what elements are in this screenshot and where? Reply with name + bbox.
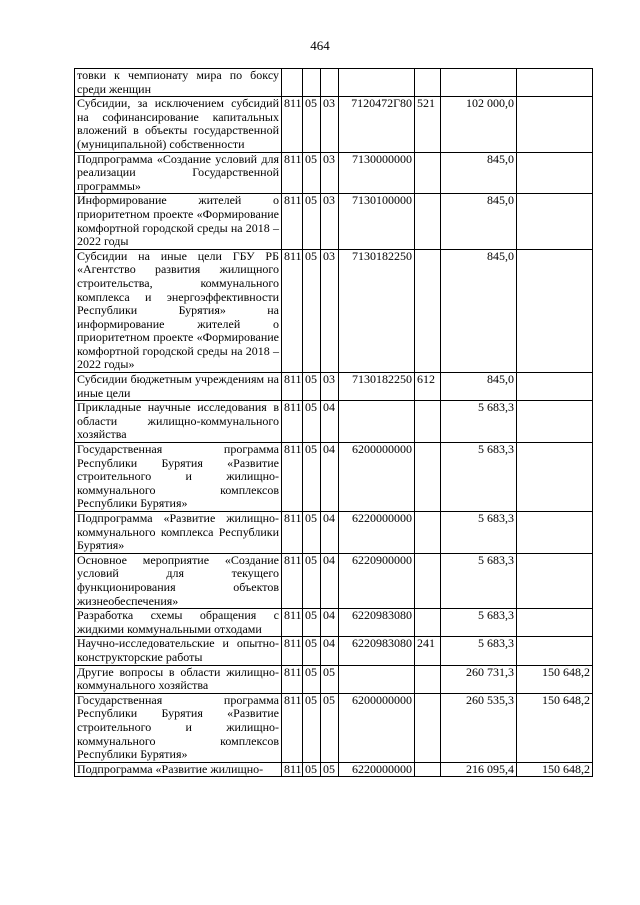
row-rz-code xyxy=(303,69,321,97)
row-pr-code: 04 xyxy=(321,512,339,554)
row-gr-code: 811 xyxy=(282,637,303,665)
row-rz-code: 05 xyxy=(303,693,321,762)
row-description: Субсидии на иные цели ГБУ РБ «Агентство развития жилищного строительства, коммунального комплекса и энергоэффективности Республики Бурятия» на информирование жителей о приоритетном проекте «Формирование комфортной городской среды на 2018 – 2022 годы» xyxy=(75,249,282,372)
row-csr-code: 7130182250 xyxy=(339,373,415,401)
row-description: Основное мероприятие «Создание условий для текущего функционирования объектов жизнеобеспечения» xyxy=(75,553,282,608)
row-rz-code: 05 xyxy=(303,194,321,249)
row-gr-code: 811 xyxy=(282,97,303,152)
table-row xyxy=(75,512,593,554)
row-pr-code: 03 xyxy=(321,373,339,401)
row-amount-1: 102 000,0 xyxy=(441,97,517,152)
row-rz-code: 05 xyxy=(303,97,321,152)
table-row xyxy=(75,693,593,762)
row-rz-code: 05 xyxy=(303,665,321,693)
row-amount-2 xyxy=(517,373,593,401)
row-amount-2 xyxy=(517,97,593,152)
row-description: Субсидии бюджетным учреждениям на иные цели xyxy=(75,373,282,401)
table-row xyxy=(75,762,593,777)
row-gr-code: 811 xyxy=(282,373,303,401)
row-csr-code: 6220983080 xyxy=(339,637,415,665)
row-amount-1: 5 683,3 xyxy=(441,512,517,554)
row-rz-code: 05 xyxy=(303,152,321,194)
table-row xyxy=(75,553,593,608)
row-description: товки к чемпионату мира по боксу среди женщин xyxy=(75,69,282,97)
row-pr-code: 04 xyxy=(321,553,339,608)
row-rz-code: 05 xyxy=(303,762,321,777)
row-amount-1: 845,0 xyxy=(441,249,517,372)
row-amount-1: 5 683,3 xyxy=(441,401,517,443)
row-csr-code: 6220000000 xyxy=(339,512,415,554)
row-gr-code xyxy=(282,69,303,97)
row-csr-code xyxy=(339,69,415,97)
row-csr-code: 6220000000 xyxy=(339,762,415,777)
row-csr-code: 6200000000 xyxy=(339,693,415,762)
table-row xyxy=(75,665,593,693)
row-csr-code: 6200000000 xyxy=(339,443,415,512)
row-amount-1: 5 683,3 xyxy=(441,637,517,665)
row-gr-code: 811 xyxy=(282,609,303,637)
row-pr-code: 04 xyxy=(321,401,339,443)
row-gr-code: 811 xyxy=(282,401,303,443)
row-csr-code xyxy=(339,401,415,443)
table-row xyxy=(75,637,593,665)
row-vr-code: 521 xyxy=(415,97,441,152)
row-description: Государственная программа Республики Бурятия «Развитие строительного и жилищно-коммунального комплексов Республики Бурятия» xyxy=(75,443,282,512)
row-vr-code xyxy=(415,762,441,777)
row-rz-code: 05 xyxy=(303,401,321,443)
table-row xyxy=(75,194,593,249)
row-amount-2 xyxy=(517,637,593,665)
row-description: Информирование жителей о приоритетном проекте «Формирование комфортной городской среды на 2018 – 2022 годы xyxy=(75,194,282,249)
table-row xyxy=(75,609,593,637)
row-gr-code: 811 xyxy=(282,443,303,512)
row-amount-2 xyxy=(517,401,593,443)
row-gr-code: 811 xyxy=(282,249,303,372)
table-row xyxy=(75,443,593,512)
row-rz-code: 05 xyxy=(303,373,321,401)
table-row xyxy=(75,249,593,372)
row-description: Подпрограмма «Создание условий для реализации Государственной программы» xyxy=(75,152,282,194)
row-amount-2: 150 648,2 xyxy=(517,665,593,693)
row-amount-1: 260 731,3 xyxy=(441,665,517,693)
row-vr-code xyxy=(415,553,441,608)
row-csr-code: 7130182250 xyxy=(339,249,415,372)
table-row xyxy=(75,97,593,152)
page-number: 464 xyxy=(310,38,330,53)
row-vr-code xyxy=(415,609,441,637)
row-pr-code: 05 xyxy=(321,762,339,777)
row-csr-code: 7120472Г80 xyxy=(339,97,415,152)
budget-table xyxy=(74,68,593,777)
row-amount-1: 845,0 xyxy=(441,373,517,401)
row-vr-code xyxy=(415,693,441,762)
row-rz-code: 05 xyxy=(303,443,321,512)
row-pr-code: 03 xyxy=(321,97,339,152)
row-gr-code: 811 xyxy=(282,512,303,554)
row-amount-1: 845,0 xyxy=(441,152,517,194)
row-pr-code: 04 xyxy=(321,609,339,637)
row-amount-2 xyxy=(517,69,593,97)
row-vr-code xyxy=(415,69,441,97)
table-row xyxy=(75,69,593,97)
row-amount-1: 5 683,3 xyxy=(441,443,517,512)
row-amount-1: 5 683,3 xyxy=(441,553,517,608)
row-amount-1: 260 535,3 xyxy=(441,693,517,762)
row-gr-code: 811 xyxy=(282,693,303,762)
row-amount-1: 216 095,4 xyxy=(441,762,517,777)
row-rz-code: 05 xyxy=(303,512,321,554)
row-description: Научно-исследовательские и опытно-конструкторские работы xyxy=(75,637,282,665)
row-amount-2: 150 648,2 xyxy=(517,762,593,777)
row-csr-code: 7130100000 xyxy=(339,194,415,249)
row-description: Государственная программа Республики Бурятия «Развитие строительного и жилищно-коммунального комплексов Республики Бурятия» xyxy=(75,693,282,762)
row-description: Подпрограмма «Развитие жилищно- xyxy=(75,762,282,777)
row-gr-code: 811 xyxy=(282,665,303,693)
row-amount-1: 5 683,3 xyxy=(441,609,517,637)
row-pr-code xyxy=(321,69,339,97)
row-vr-code xyxy=(415,249,441,372)
row-rz-code: 05 xyxy=(303,609,321,637)
row-amount-2 xyxy=(517,553,593,608)
row-amount-2 xyxy=(517,194,593,249)
row-amount-2: 150 648,2 xyxy=(517,693,593,762)
table-row xyxy=(75,152,593,194)
row-csr-code: 7130000000 xyxy=(339,152,415,194)
row-rz-code: 05 xyxy=(303,249,321,372)
row-description: Субсидии, за исключением субсидий на софинансирование капитальных вложений в объекты государственной (муниципальной) собственности xyxy=(75,97,282,152)
row-vr-code: 612 xyxy=(415,373,441,401)
row-vr-code xyxy=(415,443,441,512)
row-amount-2 xyxy=(517,512,593,554)
row-description: Прикладные научные исследования в области жилищно-коммунального хозяйства xyxy=(75,401,282,443)
row-gr-code: 811 xyxy=(282,762,303,777)
row-amount-1 xyxy=(441,69,517,97)
row-vr-code xyxy=(415,194,441,249)
row-amount-2 xyxy=(517,249,593,372)
row-rz-code: 05 xyxy=(303,553,321,608)
row-rz-code: 05 xyxy=(303,637,321,665)
row-amount-2 xyxy=(517,609,593,637)
row-pr-code: 04 xyxy=(321,443,339,512)
row-pr-code: 03 xyxy=(321,194,339,249)
row-vr-code: 241 xyxy=(415,637,441,665)
table-row xyxy=(75,373,593,401)
row-gr-code: 811 xyxy=(282,553,303,608)
row-csr-code: 6220900000 xyxy=(339,553,415,608)
table-row xyxy=(75,401,593,443)
row-pr-code: 03 xyxy=(321,249,339,372)
row-description: Подпрограмма «Развитие жилищно-коммунального комплекса Республики Бурятия» xyxy=(75,512,282,554)
row-vr-code xyxy=(415,152,441,194)
row-gr-code: 811 xyxy=(282,152,303,194)
row-description: Другие вопросы в области жилищно-коммунального хозяйства xyxy=(75,665,282,693)
row-vr-code xyxy=(415,512,441,554)
row-pr-code: 03 xyxy=(321,152,339,194)
budget-table-body xyxy=(75,69,593,777)
row-amount-2 xyxy=(517,443,593,512)
row-pr-code: 05 xyxy=(321,693,339,762)
row-description: Разработка схемы обращения с жидкими коммунальными отходами xyxy=(75,609,282,637)
row-gr-code: 811 xyxy=(282,194,303,249)
row-pr-code: 04 xyxy=(321,637,339,665)
row-csr-code xyxy=(339,665,415,693)
row-amount-1: 845,0 xyxy=(441,194,517,249)
row-vr-code xyxy=(415,665,441,693)
row-vr-code xyxy=(415,401,441,443)
row-amount-2 xyxy=(517,152,593,194)
row-pr-code: 05 xyxy=(321,665,339,693)
row-csr-code: 6220983080 xyxy=(339,609,415,637)
